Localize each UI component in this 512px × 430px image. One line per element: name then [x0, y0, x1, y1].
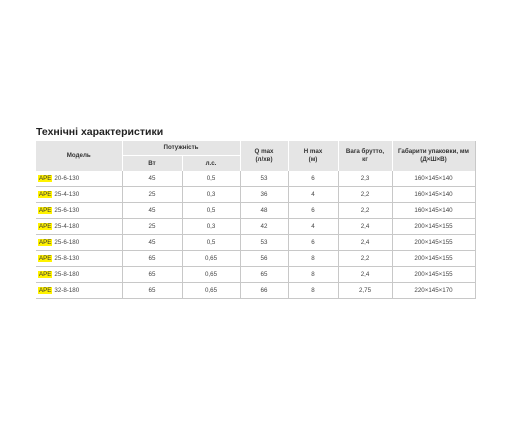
cell-model [36, 235, 122, 251]
cell-power-hp: 0,3 [182, 187, 240, 203]
header-hmax-line1: H max [303, 148, 323, 155]
table-row [36, 187, 475, 203]
cell-power-hp: 0,5 [182, 235, 240, 251]
brand-highlight: APE [39, 239, 52, 246]
cell-hmax: 8 [288, 283, 338, 299]
cell-hmax: 6 [288, 203, 338, 219]
cell-dims: 160×145×140 [392, 187, 475, 203]
cell-dims: 200×145×155 [392, 219, 475, 235]
cell-weight: 2,75 [338, 283, 392, 299]
cell-power-hp: 0,65 [182, 251, 240, 267]
header-qmax [240, 141, 288, 171]
cell-weight: 2,2 [338, 187, 392, 203]
cell-power-hp: 0,5 [182, 203, 240, 219]
cell-dims: 160×145×140 [392, 171, 475, 187]
model-code: 20-6-130 [54, 175, 80, 182]
cell-hmax: 4 [288, 187, 338, 203]
cell-power-w: 45 [122, 171, 182, 187]
cell-power-w: 65 [122, 283, 182, 299]
table-row [36, 171, 475, 187]
header-qmax-line2: (л/хв) [255, 156, 273, 163]
cell-qmax: 66 [240, 283, 288, 299]
cell-power-hp: 0,65 [182, 283, 240, 299]
cell-qmax: 53 [240, 171, 288, 187]
specs-table [36, 141, 476, 299]
model-code: 25-4-130 [54, 191, 80, 198]
table-row [36, 283, 475, 299]
table-row [36, 219, 475, 235]
brand-highlight: APE [39, 191, 52, 198]
cell-qmax: 56 [240, 251, 288, 267]
header-dims-line1: Габарити упаковки, мм [398, 148, 469, 155]
cell-power-w: 25 [122, 219, 182, 235]
model-code: 25-8-130 [54, 255, 80, 262]
cell-qmax: 36 [240, 187, 288, 203]
brand-highlight: APE [39, 207, 52, 214]
table-row [36, 267, 475, 283]
header-row [36, 141, 475, 156]
model-code: 25-6-180 [54, 239, 80, 246]
cell-power-w: 45 [122, 235, 182, 251]
cell-weight: 2,4 [338, 267, 392, 283]
cell-power-w: 25 [122, 187, 182, 203]
cell-dims: 200×145×155 [392, 235, 475, 251]
header-weight-line1: Вага брутто, [345, 148, 385, 155]
model-code: 25-8-180 [54, 271, 80, 278]
cell-model [36, 283, 122, 299]
cell-model [36, 219, 122, 235]
table-row [36, 235, 475, 251]
cell-dims: 220×145×170 [392, 283, 475, 299]
model-code: 32-8-180 [54, 287, 80, 294]
cell-dims: 200×145×155 [392, 251, 475, 267]
cell-hmax: 4 [288, 219, 338, 235]
cell-hmax: 6 [288, 171, 338, 187]
cell-hmax: 8 [288, 267, 338, 283]
cell-power-w: 65 [122, 251, 182, 267]
cell-qmax: 65 [240, 267, 288, 283]
header-weight [338, 141, 392, 171]
cell-weight: 2,4 [338, 235, 392, 251]
header-model: Модель [36, 141, 122, 171]
table-row [36, 203, 475, 219]
header-qmax-line1: Q max [254, 148, 274, 155]
header-hmax-line2: (м) [308, 156, 318, 163]
cell-model [36, 171, 122, 187]
cell-model [36, 251, 122, 267]
header-power-w: Вт [122, 156, 182, 172]
table-row [36, 251, 475, 267]
cell-model [36, 267, 122, 283]
cell-power-hp: 0,5 [182, 171, 240, 187]
brand-highlight: APE [39, 287, 52, 294]
cell-dims: 160×145×140 [392, 203, 475, 219]
cell-hmax: 8 [288, 251, 338, 267]
cell-weight: 2,4 [338, 219, 392, 235]
header-hmax [288, 141, 338, 171]
brand-highlight: APE [39, 271, 52, 278]
header-dims [392, 141, 475, 171]
cell-qmax: 53 [240, 235, 288, 251]
header-power-hp: л.с. [182, 156, 240, 172]
header-dims-line2: (Д×Ш×В) [420, 156, 447, 163]
cell-power-w: 65 [122, 267, 182, 283]
cell-power-w: 45 [122, 203, 182, 219]
cell-model [36, 203, 122, 219]
cell-qmax: 42 [240, 219, 288, 235]
header-power: Потужність [122, 141, 240, 156]
cell-qmax: 48 [240, 203, 288, 219]
cell-power-hp: 0,3 [182, 219, 240, 235]
cell-weight: 2,2 [338, 203, 392, 219]
brand-highlight: APE [39, 175, 52, 182]
cell-power-hp: 0,65 [182, 267, 240, 283]
page-title: Технічні характеристики [36, 126, 164, 138]
cell-dims: 200×145×155 [392, 267, 475, 283]
model-code: 25-6-130 [54, 207, 80, 214]
model-code: 25-4-180 [54, 223, 80, 230]
header-weight-line2: кг [362, 156, 368, 163]
cell-model [36, 187, 122, 203]
brand-highlight: APE [39, 255, 52, 262]
cell-weight: 2,3 [338, 171, 392, 187]
brand-highlight: APE [39, 223, 52, 230]
cell-weight: 2,2 [338, 251, 392, 267]
cell-hmax: 6 [288, 235, 338, 251]
